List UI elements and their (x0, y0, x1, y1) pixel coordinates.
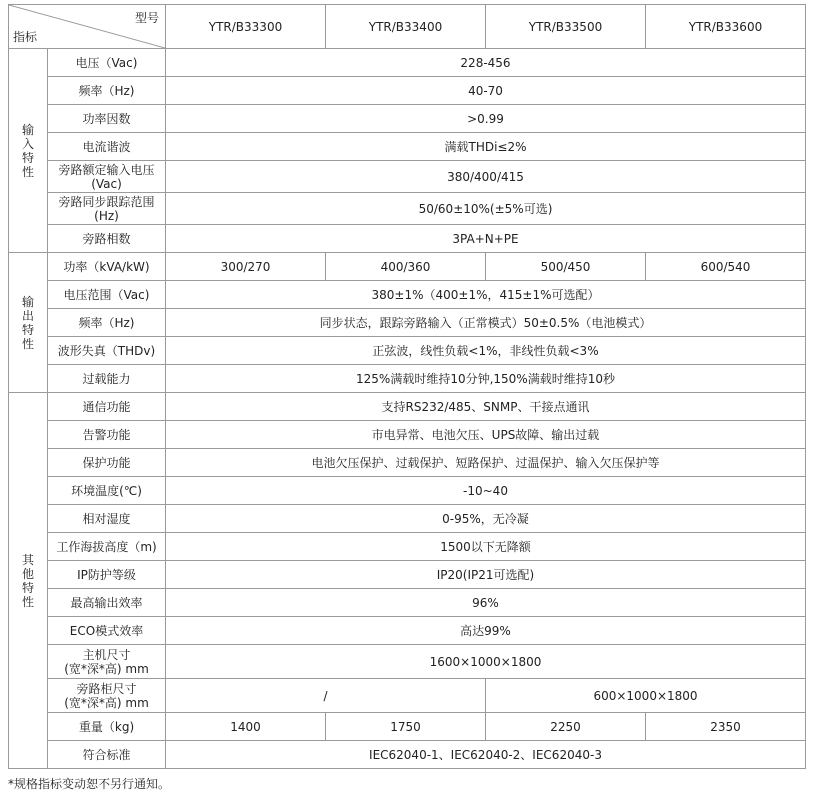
param-label: 电压（Vac) (48, 49, 166, 77)
param-value: 300/270 (166, 253, 326, 281)
param-value: 228-456 (166, 49, 806, 77)
param-value: 1600×1000×1800 (166, 645, 806, 679)
table-row (9, 713, 806, 741)
table-row (9, 365, 806, 393)
table-row (9, 617, 806, 645)
model-header-1: YTR/B33300 (166, 5, 326, 49)
param-label: IP防护等级 (48, 561, 166, 589)
param-value: / (166, 679, 486, 713)
param-label: 功率（kVA/kW) (48, 253, 166, 281)
model-header-4: YTR/B33600 (646, 5, 806, 49)
param-label: 功率因数 (48, 105, 166, 133)
table-row (9, 133, 806, 161)
param-label: 旁路柜尺寸 (宽*深*高) mm (48, 679, 166, 713)
param-label: 重量（kg) (48, 713, 166, 741)
param-label: 主机尺寸 (宽*深*高) mm (48, 645, 166, 679)
header-row (9, 5, 806, 49)
table-row (9, 49, 806, 77)
table-row (9, 505, 806, 533)
param-label: 工作海拔高度（m) (48, 533, 166, 561)
param-value: 400/360 (326, 253, 486, 281)
param-label: 电压范围（Vac) (48, 281, 166, 309)
spec-table (8, 4, 806, 769)
param-label: 过载能力 (48, 365, 166, 393)
table-row (9, 679, 806, 713)
param-value: 支持RS232/485、SNMP、干接点通讯 (166, 393, 806, 421)
param-value: IEC62040-1、IEC62040-2、IEC62040-3 (166, 741, 806, 769)
param-label: 波形失真（THDv) (48, 337, 166, 365)
param-value: 96% (166, 589, 806, 617)
param-label: 相对湿度 (48, 505, 166, 533)
param-label: 符合标准 (48, 741, 166, 769)
param-value: 满载THDi≤2% (166, 133, 806, 161)
index-header-label: 指标 (13, 30, 38, 44)
table-row (9, 309, 806, 337)
group-input-label: 输 入 特 性 (9, 49, 48, 253)
param-label: 频率（Hz) (48, 309, 166, 337)
param-value: 125%满载时维持10分钟,150%满载时维持10秒 (166, 365, 806, 393)
table-row (9, 281, 806, 309)
table-row (9, 337, 806, 365)
group-output-label: 输 出 特 性 (9, 253, 48, 393)
param-value: 2250 (486, 713, 646, 741)
param-label: 频率（Hz) (48, 77, 166, 105)
group-other-label: 其 他 特 性 (9, 393, 48, 769)
param-value: 3PA+N+PE (166, 225, 806, 253)
param-label: 电流谐波 (48, 133, 166, 161)
param-label: 旁路相数 (48, 225, 166, 253)
param-value: 40-70 (166, 77, 806, 105)
param-value: 1750 (326, 713, 486, 741)
param-value: 600×1000×1800 (486, 679, 806, 713)
param-value: 380±1%（400±1%，415±1%可选配） (166, 281, 806, 309)
param-value: 同步状态，跟踪旁路输入（正常模式）50±0.5%（电池模式） (166, 309, 806, 337)
table-row (9, 589, 806, 617)
table-row (9, 105, 806, 133)
param-label: 通信功能 (48, 393, 166, 421)
table-row (9, 77, 806, 105)
table-row (9, 645, 806, 679)
model-header-label: 型号 (134, 11, 159, 25)
param-value: 500/450 (486, 253, 646, 281)
param-label: 告警功能 (48, 421, 166, 449)
param-label: 最高输出效率 (48, 589, 166, 617)
param-value: 50/60±10%(±5%可选) (166, 193, 806, 225)
param-value: 电池欠压保护、过载保护、短路保护、过温保护、输入欠压保护等 (166, 449, 806, 477)
table-row (9, 533, 806, 561)
table-row (9, 225, 806, 253)
table-row (9, 193, 806, 225)
param-value: 高达99% (166, 617, 806, 645)
param-value: 0-95%，无冷凝 (166, 505, 806, 533)
table-row (9, 421, 806, 449)
param-label: ECO模式效率 (48, 617, 166, 645)
table-row (9, 161, 806, 193)
param-value: 2350 (646, 713, 806, 741)
param-value: 600/540 (646, 253, 806, 281)
param-value: 1400 (166, 713, 326, 741)
param-label: 旁路同步跟踪范围 (Hz) (48, 193, 166, 225)
param-label: 旁路额定输入电压 (Vac) (48, 161, 166, 193)
table-row (9, 393, 806, 421)
param-value: 380/400/415 (166, 161, 806, 193)
param-value: 1500以下无降额 (166, 533, 806, 561)
footnote: *规格指标变动恕不另行通知。 (8, 777, 171, 791)
param-value: 正弦波，线性负载<1%，非线性负载<3% (166, 337, 806, 365)
model-header-3: YTR/B33500 (486, 5, 646, 49)
header-corner-cell (9, 5, 166, 49)
model-header-2: YTR/B33400 (326, 5, 486, 49)
param-value: IP20(IP21可选配) (166, 561, 806, 589)
param-value: >0.99 (166, 105, 806, 133)
param-label: 环境温度(℃) (48, 477, 166, 505)
param-value: 市电异常、电池欠压、UPS故障、输出过载 (166, 421, 806, 449)
param-value: -10~40 (166, 477, 806, 505)
table-row (9, 477, 806, 505)
table-row (9, 561, 806, 589)
table-row (9, 253, 806, 281)
table-row (9, 449, 806, 477)
param-label: 保护功能 (48, 449, 166, 477)
table-row (9, 741, 806, 769)
